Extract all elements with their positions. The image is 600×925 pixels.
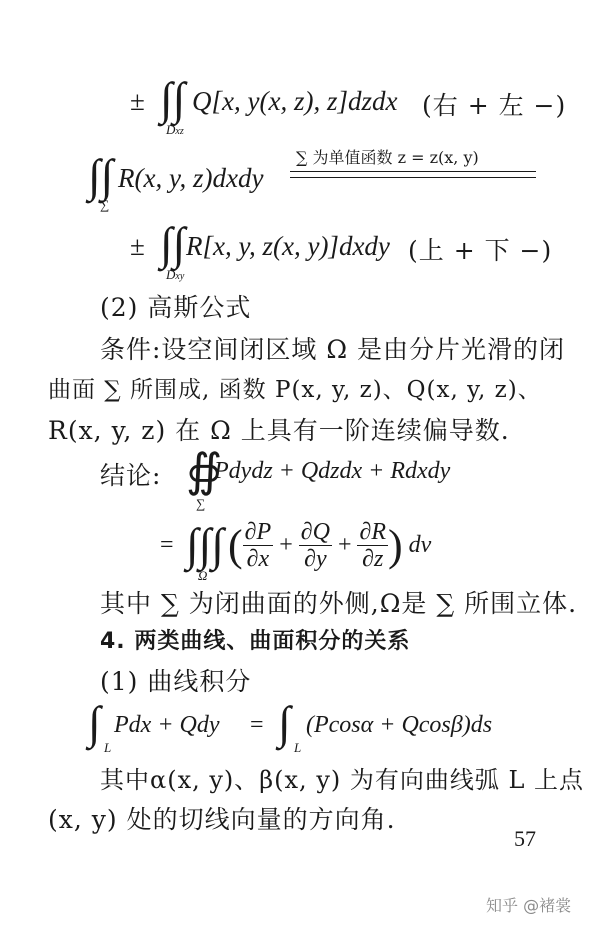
double-integral-sign: ∫∫ (160, 73, 186, 124)
integrand: R[x, y, z(x, y)]dxdy (186, 231, 390, 261)
sign-rule: (右 + 左 −) (422, 91, 567, 120)
equals-sign: = (250, 712, 264, 738)
integral-subscript: ∑ (196, 496, 206, 511)
integral-sign: ∫ (88, 697, 101, 748)
gauss-lhs (100, 445, 520, 518)
integral-subscript: L (294, 740, 302, 755)
double-integral-sign: ∫∫ (160, 218, 186, 269)
gauss-note: 其中 ∑ 为闭曲面的外侧,Ω是 ∑ 所围立体. (100, 589, 578, 618)
volume-element: dv (408, 531, 432, 558)
double-integral-sign: ∫∫ (88, 150, 114, 201)
condition-line-2: 曲面 ∑ 所围成, 函数 P(x, y, z)、Q(x, y, z)、 (48, 377, 542, 403)
pm-sign: ± (130, 231, 145, 261)
gauss-lhs-integrand: Pdydz + Qdzdx + Rdxdy (214, 458, 451, 484)
integrand: R(x, y, z)dxdy (118, 163, 264, 193)
section-4-title: 4. 两类曲线、曲面积分的关系 (100, 629, 411, 654)
page-number: 57 (514, 826, 536, 851)
integral-subscript: Dxz (166, 122, 184, 137)
conclusion-label: 结论: (100, 461, 162, 490)
integral-subscript: ∑ (100, 197, 110, 212)
integral-subscript: Ω (198, 568, 208, 583)
line-note-1: 其中α(x, y)、β(x, y) 为有向曲线弧 L 上点 (100, 766, 585, 794)
equals-rule (290, 171, 536, 172)
integral-subscript: Dxy (166, 267, 185, 282)
gauss-rhs (160, 510, 460, 586)
condition-line-1: 条件:设空间闭区域 Ω 是由分片光滑的闭 (100, 335, 566, 364)
plus-sign: + (279, 531, 293, 558)
fraction-dq-dy: $\frac{\partial Q}{\partial y}$ (300, 518, 330, 572)
plus-sign: + (337, 531, 352, 558)
condition-label: ∑ 为单值函数 z = z(x, y) (296, 148, 479, 167)
condition-line-3: R(x, y, z) 在 Ω 上具有一阶连续偏导数. (48, 416, 510, 445)
integral-sign: ∫ (278, 697, 291, 748)
fraction-dr-dz: $\frac{\partial R}{\partial z}$ (359, 518, 387, 572)
closed-surface-integral-sign: ∯ (186, 445, 223, 496)
pm-sign: ± (130, 86, 145, 116)
integral-subscript: L (104, 740, 112, 755)
triple-integral-sign: ∫∫∫ (186, 519, 224, 570)
line-note-2: (x, y) 处的切线向量的方向角. (48, 805, 396, 834)
right-paren: ) (388, 520, 403, 570)
line-integral-lhs: Pdx + Qdy (114, 712, 220, 738)
watermark: 知乎 @褚裳 (486, 896, 572, 915)
section-2-title: (2) 高斯公式 (100, 293, 252, 322)
line-integral-rhs: (Pcosα + Qcosβ)ds (306, 712, 493, 738)
integrand: Q[x, y(x, z), z]dzdx (192, 86, 398, 116)
gauss-rhs-body (228, 510, 431, 580)
sign-rule: (上 + 下 −) (408, 236, 553, 265)
line-integral-formula (88, 697, 528, 760)
section-4-1-title: (1) 曲线积分 (100, 667, 252, 696)
fraction-dp-dx: $\frac{\partial P}{\partial x}$ (244, 518, 272, 572)
equals-sign: = (160, 532, 174, 558)
left-paren: ( (228, 520, 243, 570)
equals-rule-2 (290, 177, 536, 178)
